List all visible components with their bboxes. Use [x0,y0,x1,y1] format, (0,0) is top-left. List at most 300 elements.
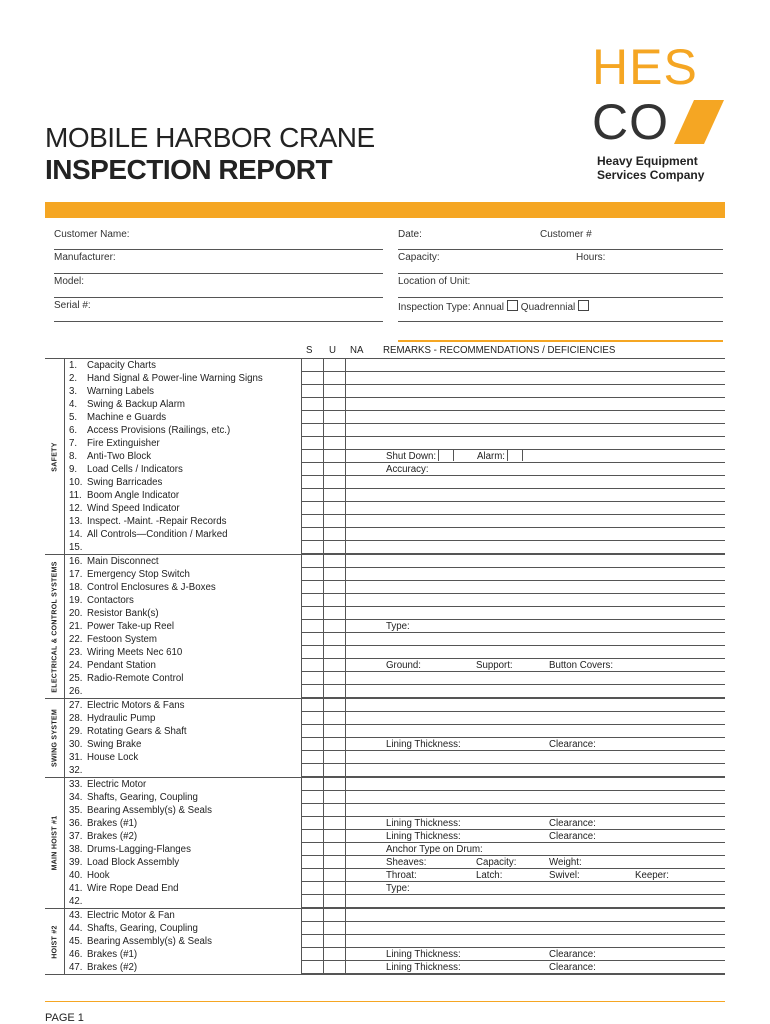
item-number: 46. [69,949,83,960]
capacity-hours-field[interactable] [398,273,723,274]
hours-label: Hours: [576,252,606,263]
u-cell[interactable] [323,948,345,961]
remark-text: Clearance: [549,818,596,829]
model-label: Model: [54,276,85,287]
manufacturer-field[interactable] [54,273,383,274]
remarks-cell[interactable] [378,922,725,935]
remarks-cell[interactable] [378,646,725,659]
remarks-cell[interactable] [378,541,725,554]
table-row [45,476,725,489]
na-cell[interactable] [345,555,378,568]
u-cell[interactable] [323,961,345,974]
item-number: 36. [69,818,83,829]
remark-clearance [549,738,596,751]
na-cell[interactable] [345,607,378,620]
table-row [45,922,725,935]
remarks-cell[interactable] [378,633,725,646]
na-cell[interactable] [345,620,378,633]
remarks-cell[interactable] [378,568,725,581]
remark-shut-down [386,450,454,463]
u-cell[interactable] [323,476,345,489]
na-cell[interactable] [345,791,378,804]
remarks-cell[interactable] [378,489,725,502]
s-cell[interactable] [301,869,323,882]
remarks-cell[interactable] [378,359,725,372]
u-cell[interactable] [323,646,345,659]
table-row [45,581,725,594]
s-cell[interactable] [301,712,323,725]
s-cell[interactable] [301,646,323,659]
na-cell[interactable] [345,411,378,424]
s-cell[interactable] [301,685,323,698]
u-cell[interactable] [323,817,345,830]
location-field[interactable] [398,297,723,298]
section-main-hoist-1 [45,777,725,908]
table-row [45,502,725,515]
s-cell[interactable] [301,738,323,751]
item-label: Fire Extinguisher [87,438,160,449]
s-cell[interactable] [301,476,323,489]
s-cell[interactable] [301,843,323,856]
s-cell[interactable] [301,528,323,541]
remarks-cell[interactable] [378,411,725,424]
remark-clearance [549,948,596,961]
remark-lining-thickness [386,948,461,961]
remarks-cell[interactable] [378,804,725,817]
remark-text: Clearance: [549,949,596,960]
remark-text: Accuracy: [386,464,429,475]
table-row [45,778,725,791]
u-cell[interactable] [323,856,345,869]
remarks-cell[interactable] [378,476,725,489]
na-cell[interactable] [345,804,378,817]
u-cell[interactable] [323,751,345,764]
na-cell[interactable] [345,359,378,372]
item-number: 29. [69,726,83,737]
remarks-cell[interactable] [378,437,725,450]
quadrennial-label: Quadrennial [520,302,576,313]
u-cell[interactable] [323,778,345,791]
item-number: 39. [69,857,83,868]
table-row [45,672,725,685]
u-cell[interactable] [323,909,345,922]
s-cell[interactable] [301,502,323,515]
remark-text: Keeper: [635,870,669,881]
remark-text: Lining Thickness: [386,949,461,960]
u-cell[interactable] [323,541,345,554]
item-label: Hydraulic Pump [87,713,156,724]
s-cell[interactable] [301,489,323,502]
table-row [45,817,725,830]
remarks-cell[interactable] [378,555,725,568]
remark-weight [549,856,582,869]
s-cell[interactable] [301,922,323,935]
u-cell[interactable] [323,633,345,646]
item-label: Load Cells / Indicators [87,464,183,475]
u-cell[interactable] [323,712,345,725]
u-cell[interactable] [323,672,345,685]
item-number: 14. [69,529,83,540]
s-cell[interactable] [301,581,323,594]
customer-name-field[interactable] [54,249,383,250]
s-cell[interactable] [301,424,323,437]
table-row [45,895,725,908]
remark-clearance [549,961,596,974]
section-label-text: MAIN HOIST #1 [51,815,58,871]
table-row [45,948,725,961]
s-cell[interactable] [301,541,323,554]
na-cell[interactable] [345,882,378,895]
s-cell[interactable] [301,948,323,961]
na-cell[interactable] [345,372,378,385]
s-cell[interactable] [301,778,323,791]
remarks-cell[interactable] [378,463,725,476]
item-label: All Controls—Condition / Marked [87,529,228,540]
item-number: 16. [69,556,83,567]
s-cell[interactable] [301,450,323,463]
item-label: Swing Barricades [87,477,163,488]
na-cell[interactable] [345,672,378,685]
u-cell[interactable] [323,372,345,385]
s-cell[interactable] [301,659,323,672]
na-cell[interactable] [345,909,378,922]
na-cell[interactable] [345,869,378,882]
s-cell[interactable] [301,909,323,922]
date-customer-field[interactable] [398,249,723,250]
na-cell[interactable] [345,541,378,554]
na-cell[interactable] [345,961,378,974]
na-cell[interactable] [345,463,378,476]
na-cell[interactable] [345,659,378,672]
s-cell[interactable] [301,620,323,633]
s-cell[interactable] [301,817,323,830]
table-row [45,515,725,528]
u-cell[interactable] [323,555,345,568]
table-row [45,659,725,672]
u-cell[interactable] [323,437,345,450]
u-cell[interactable] [323,791,345,804]
item-label: Emergency Stop Switch [87,569,190,580]
item-number: 23. [69,647,83,658]
remarks-cell[interactable] [378,935,725,948]
na-cell[interactable] [345,843,378,856]
remark-throat [386,869,417,882]
item-label: House Lock [87,752,139,763]
table-row [45,541,725,554]
item-number: 44. [69,923,83,934]
section-electrical-control-systems [45,554,725,698]
s-cell[interactable] [301,882,323,895]
s-cell[interactable] [301,699,323,712]
s-cell[interactable] [301,568,323,581]
section-safety [45,359,725,554]
remarks-accent-line [398,340,723,342]
inspection-type [398,300,589,313]
table-row [45,869,725,882]
u-cell[interactable] [323,581,345,594]
item-number: 21. [69,621,83,632]
table-row [45,725,725,738]
col-header-s: S [306,345,313,356]
na-cell[interactable] [345,528,378,541]
u-cell[interactable] [323,830,345,843]
remarks-cell[interactable] [378,594,725,607]
na-cell[interactable] [345,764,378,777]
item-label: Festoon System [87,634,157,645]
remarks-cell[interactable] [378,620,725,633]
remark-text: Clearance: [549,831,596,842]
item-label: Drums-Lagging-Flanges [87,844,191,855]
na-cell[interactable] [345,712,378,725]
s-cell[interactable] [301,791,323,804]
remarks-cell[interactable] [378,372,725,385]
item-number: 9. [69,464,78,475]
remarks-cell[interactable] [378,778,725,791]
s-cell[interactable] [301,515,323,528]
remarks-cell[interactable] [378,515,725,528]
model-field[interactable] [54,297,383,298]
remarks-cell[interactable] [378,607,725,620]
table-row [45,385,725,398]
table-row [45,712,725,725]
u-cell[interactable] [323,764,345,777]
remark-entry-box[interactable] [438,450,454,461]
na-cell[interactable] [345,817,378,830]
remarks-cell[interactable] [378,882,725,895]
remark-text: Lining Thickness: [386,831,461,842]
item-number: 18. [69,582,83,593]
u-cell[interactable] [323,843,345,856]
na-cell[interactable] [345,594,378,607]
serial-field[interactable] [54,321,383,322]
u-cell[interactable] [323,685,345,698]
item-number: 4. [69,399,78,410]
u-cell[interactable] [323,607,345,620]
s-cell[interactable] [301,607,323,620]
s-cell[interactable] [301,830,323,843]
u-cell[interactable] [323,411,345,424]
u-cell[interactable] [323,450,345,463]
remarks-cell[interactable] [378,502,725,515]
item-label: Bearing Assembly(s) & Seals [87,936,212,947]
na-cell[interactable] [345,633,378,646]
u-cell[interactable] [323,699,345,712]
location-label: Location of Unit: [398,276,471,287]
na-cell[interactable] [345,738,378,751]
s-cell[interactable] [301,751,323,764]
item-number: 10. [69,477,83,488]
table-row [45,751,725,764]
remarks-cell[interactable] [378,672,725,685]
s-cell[interactable] [301,672,323,685]
s-cell[interactable] [301,804,323,817]
table-row [45,764,725,777]
remark-text: Type: [386,883,410,894]
item-label: Shafts, Gearing, Coupling [87,923,198,934]
section-swing-system [45,698,725,777]
s-cell[interactable] [301,594,323,607]
remark-text: Ground: [386,660,422,671]
na-cell[interactable] [345,699,378,712]
u-cell[interactable] [323,385,345,398]
s-cell[interactable] [301,463,323,476]
item-label: Hand Signal & Power-line Warning Signs [87,373,263,384]
s-cell[interactable] [301,398,323,411]
na-cell[interactable] [345,489,378,502]
u-cell[interactable] [323,804,345,817]
u-cell[interactable] [323,489,345,502]
remarks-cell[interactable] [378,424,725,437]
s-cell[interactable] [301,555,323,568]
item-label: Swing & Backup Alarm [87,399,185,410]
s-cell[interactable] [301,385,323,398]
na-cell[interactable] [345,778,378,791]
na-cell[interactable] [345,568,378,581]
na-cell[interactable] [345,646,378,659]
s-cell[interactable] [301,372,323,385]
item-label: Main Disconnect [87,556,159,567]
s-cell[interactable] [301,633,323,646]
u-cell[interactable] [323,922,345,935]
u-cell[interactable] [323,935,345,948]
customer-number-label: Customer # [540,229,592,240]
u-cell[interactable] [323,424,345,437]
na-cell[interactable] [345,895,378,908]
remark-text: Support: [476,660,513,671]
na-cell[interactable] [345,856,378,869]
remarks-cell[interactable] [378,528,725,541]
na-cell[interactable] [345,751,378,764]
na-cell[interactable] [345,830,378,843]
col-header-remarks: REMARKS - RECOMMENDATIONS / DEFICIENCIES [383,345,616,356]
item-label: Inspect. -Maint. -Repair Records [87,516,227,527]
na-cell[interactable] [345,685,378,698]
item-number: 19. [69,595,83,606]
remark-text: Clearance: [549,739,596,750]
item-number: 28. [69,713,83,724]
item-number: 27. [69,700,83,711]
remarks-cell[interactable] [378,791,725,804]
item-number: 32. [69,765,83,776]
item-number: 13. [69,516,83,527]
table-row [45,856,725,869]
s-cell[interactable] [301,411,323,424]
table-row [45,791,725,804]
remark-text: Shut Down: [386,451,437,462]
remarks-cell[interactable] [378,751,725,764]
na-cell[interactable] [345,437,378,450]
na-cell[interactable] [345,398,378,411]
item-label: Wiring Meets Nec 610 [87,647,183,658]
s-cell[interactable] [301,961,323,974]
u-cell[interactable] [323,882,345,895]
u-cell[interactable] [323,528,345,541]
item-number: 3. [69,386,78,397]
remarks-cell[interactable] [378,398,725,411]
item-label: Wind Speed Indicator [87,503,180,514]
table-row [45,935,725,948]
u-cell[interactable] [323,359,345,372]
na-cell[interactable] [345,581,378,594]
remarks-cell[interactable] [378,725,725,738]
u-cell[interactable] [323,895,345,908]
u-cell[interactable] [323,463,345,476]
u-cell[interactable] [323,568,345,581]
annual-checkbox[interactable] [507,300,518,311]
remarks-cell[interactable] [378,909,725,922]
na-cell[interactable] [345,450,378,463]
na-cell[interactable] [345,502,378,515]
u-cell[interactable] [323,502,345,515]
table-row [45,961,725,974]
logo-slash-icon [0,0,770,150]
remark-text: Clearance: [549,962,596,973]
remark-entry-box[interactable] [507,450,523,461]
s-cell[interactable] [301,725,323,738]
remarks-cell[interactable] [378,764,725,777]
item-label: Electric Motor & Fan [87,910,175,921]
na-cell[interactable] [345,922,378,935]
table-row [45,398,725,411]
remarks-cell[interactable] [378,712,725,725]
remarks-cell[interactable] [378,699,725,712]
remarks-cell[interactable] [378,895,725,908]
na-cell[interactable] [345,476,378,489]
item-label: Electric Motor [87,779,147,790]
u-cell[interactable] [323,594,345,607]
item-label: Capacity Charts [87,360,156,371]
na-cell[interactable] [345,725,378,738]
item-number: 5. [69,412,78,423]
s-cell[interactable] [301,437,323,450]
na-cell[interactable] [345,515,378,528]
na-cell[interactable] [345,935,378,948]
u-cell[interactable] [323,398,345,411]
table-row [45,607,725,620]
item-label: Power Take-up Reel [87,621,175,632]
remarks-cell[interactable] [378,385,725,398]
remark-text: Weight: [549,857,582,868]
inspection-type-label: Inspection Type: Annual [398,302,505,313]
s-cell[interactable] [301,856,323,869]
quadrennial-checkbox[interactable] [578,300,589,311]
u-cell[interactable] [323,725,345,738]
remarks-cell[interactable] [378,685,725,698]
s-cell[interactable] [301,764,323,777]
s-cell[interactable] [301,359,323,372]
table-row [45,594,725,607]
s-cell[interactable] [301,895,323,908]
page-number: PAGE 1 [45,1012,84,1024]
u-cell[interactable] [323,738,345,751]
u-cell[interactable] [323,869,345,882]
na-cell[interactable] [345,424,378,437]
item-number: 7. [69,438,78,449]
date-label: Date: [398,229,422,240]
na-cell[interactable] [345,948,378,961]
serial-label: Serial #: [54,300,91,311]
u-cell[interactable] [323,515,345,528]
item-number: 12. [69,503,83,514]
remarks-cell[interactable] [378,581,725,594]
table-row [45,372,725,385]
customer-name-label: Customer Name: [54,229,130,240]
item-label: Hook [87,870,110,881]
na-cell[interactable] [345,385,378,398]
s-cell[interactable] [301,935,323,948]
u-cell[interactable] [323,620,345,633]
u-cell[interactable] [323,659,345,672]
